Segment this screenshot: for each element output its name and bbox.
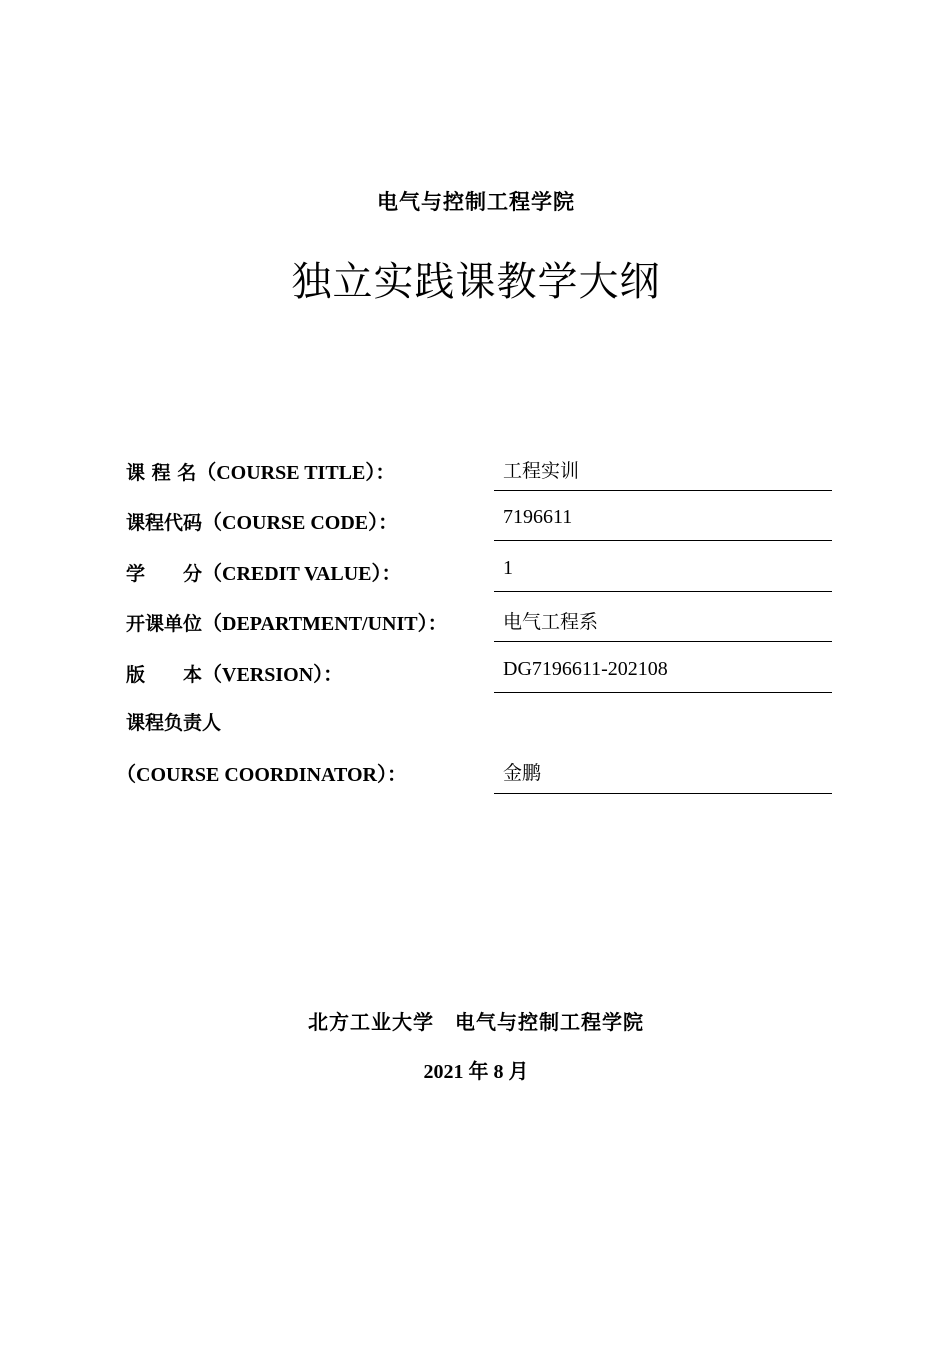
coordinator-label-cn: 课程负责人 <box>126 712 222 734</box>
coordinator-row <box>0 748 952 798</box>
coordinator-label-cn-block <box>126 708 221 735</box>
course-code-value: 7196611 <box>503 506 573 528</box>
course-title-underline <box>494 490 832 491</box>
department-row <box>0 597 952 647</box>
credit-label <box>126 557 402 586</box>
version-label <box>126 658 343 687</box>
course-code-label-cn: 课程代码 <box>126 512 203 534</box>
department-label-cn: 开课单位 <box>126 613 203 635</box>
credit-underline <box>494 591 832 592</box>
course-code-underline <box>494 540 832 541</box>
coordinator-value: 金鹏 <box>503 762 542 784</box>
credit-label-cn: 学 分 <box>126 563 203 585</box>
department-value: 电气工程系 <box>503 611 599 633</box>
course-title-value: 工程实训 <box>503 460 580 482</box>
version-label-cn: 版 本 <box>126 664 203 686</box>
course-code-label-en: （COURSE CODE）： <box>202 512 399 534</box>
version-label-en: （VERSION）： <box>202 664 344 686</box>
course-title-label-en: （COURSE TITLE）： <box>196 462 396 484</box>
course-code-label <box>126 506 398 535</box>
coordinator-label-en: （COURSE COORDINATOR）： <box>116 764 407 786</box>
course-title-label-cn: 课 程 名 <box>126 462 197 484</box>
course-title-row <box>0 446 952 496</box>
version-value: DG7196611-202108 <box>503 658 668 680</box>
department-label-en: （DEPARTMENT/UNIT）： <box>202 613 448 635</box>
credit-value: 1 <box>503 557 513 579</box>
document-title: 独立实践课教学大纲 <box>291 259 661 305</box>
footer-date: 2021 年 8 月 <box>423 1061 529 1083</box>
version-underline <box>494 692 832 693</box>
course-title-label <box>126 456 395 485</box>
coordinator-underline <box>494 793 832 794</box>
school-name: 电气与控制工程学院 <box>377 190 575 214</box>
department-label <box>126 607 448 636</box>
coordinator-label-row <box>0 698 952 748</box>
credit-row <box>0 547 952 597</box>
course-code-row <box>0 496 952 546</box>
footer-institution: 北方工业大学 电气与控制工程学院 <box>308 1010 644 1034</box>
version-row <box>0 648 952 698</box>
department-underline <box>494 641 832 642</box>
coordinator-label-en-block <box>116 758 407 787</box>
credit-label-en: （CREDIT VALUE）： <box>202 563 402 585</box>
